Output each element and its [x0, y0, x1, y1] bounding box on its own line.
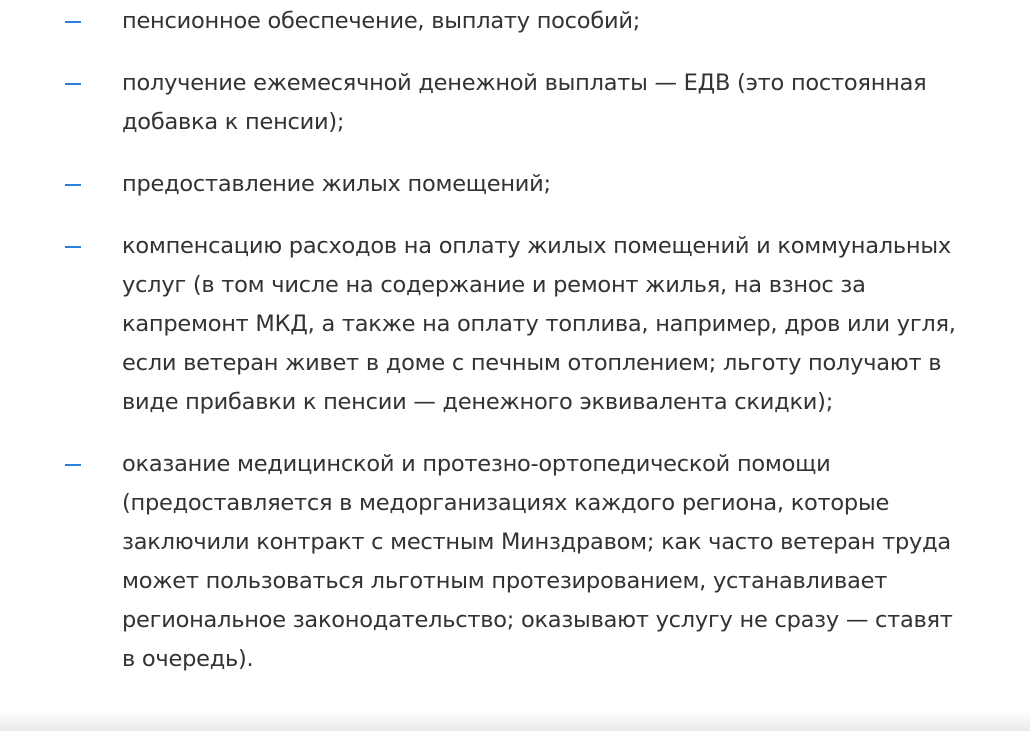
dash-bullet-icon	[65, 464, 81, 466]
list-item-text: получение ежемесячной денежной выплаты — ЕДВ (это постоянная добавка к пенсии);	[122, 70, 927, 135]
dash-bullet-icon	[65, 246, 81, 248]
list-item	[0, 445, 1030, 679]
list-item-text: пенсионное обеспечение, выплату пособий;	[122, 8, 641, 34]
bottom-fade-divider	[0, 711, 1030, 731]
benefit-list	[0, 2, 1030, 679]
list-item-text: оказание медицинской и протезно-ортопедической помощи (предоставляется в медорганизациях каждого региона, которые заключили контракт с местным Минздравом; как часто ветеран труда может пользоваться льготным протезированием, устанавливает региональное законодательство; оказывают услугу не сразу — ставят в очередь).	[122, 451, 953, 672]
list-item	[0, 227, 1030, 422]
list-item-text: компенсацию расходов на оплату жилых помещений и коммунальных услуг (в том числе на содержание и ремонт жилья, на взнос за капремонт МКД, а также на оплату топлива, например, дров или угля, если ветеран живет в доме с печным отоплением; льготу получают в виде прибавки к пенсии — денежного эквивалента скидки);	[122, 233, 956, 415]
list-item	[0, 64, 1030, 142]
dash-bullet-icon	[65, 184, 81, 186]
dash-bullet-icon	[65, 83, 81, 85]
list-item-text: предоставление жилых помещений;	[122, 171, 551, 197]
dash-bullet-icon	[65, 21, 81, 23]
list-item	[0, 165, 1030, 204]
list-item	[0, 2, 1030, 41]
